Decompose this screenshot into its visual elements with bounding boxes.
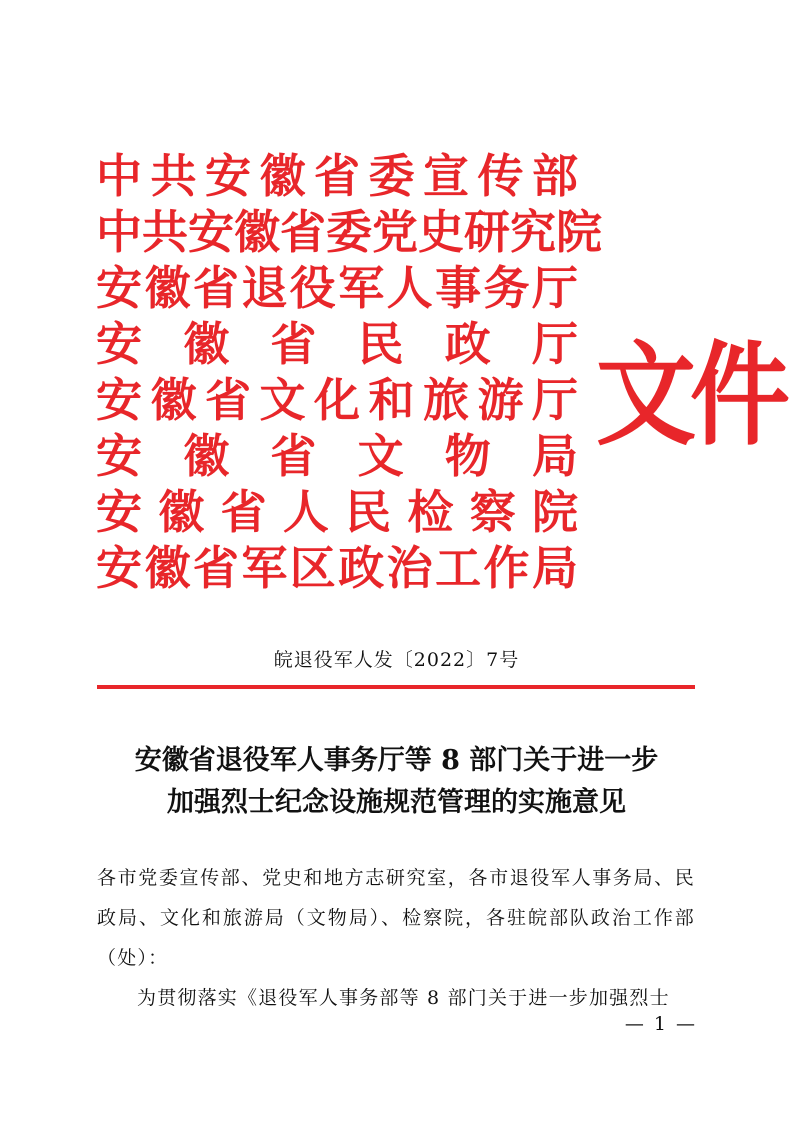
issuer-char: 安 xyxy=(96,261,142,315)
issuer-char: 事 xyxy=(435,261,482,315)
issuer-char: 中 xyxy=(96,205,142,259)
issuer-char: 政 xyxy=(444,317,491,371)
issuer-line xyxy=(96,260,578,316)
issuer-char: 民 xyxy=(345,485,392,539)
issuer-char: 务 xyxy=(483,261,530,315)
title-line-2: 加强烈士纪念设施规范管理的实施意见 xyxy=(167,787,626,818)
issuer-char: 旅 xyxy=(423,373,469,427)
issuer-line xyxy=(96,316,578,372)
issuer-char: 部 xyxy=(532,149,578,203)
issuer-char: 安 xyxy=(96,317,142,371)
issuer-char: 委 xyxy=(326,205,372,259)
issuer-char: 安 xyxy=(96,373,142,427)
issuer-char: 史 xyxy=(418,205,464,259)
issuer-char: 和 xyxy=(368,373,415,427)
issuer-char: 中 xyxy=(96,149,142,203)
issuer-line xyxy=(96,428,578,484)
issuer-line xyxy=(96,372,578,428)
issuer-char: 省 xyxy=(192,261,239,315)
issuer-char: 军 xyxy=(241,541,288,595)
issuer-char: 退 xyxy=(241,261,288,315)
title-line-1: 安徽省退役军人事务厅等 8 部门关于进一步 xyxy=(134,745,659,776)
issuer-char: 省 xyxy=(314,149,360,203)
issuer-char: 人 xyxy=(282,485,329,539)
document-type-label: 文件 xyxy=(596,328,784,461)
red-divider-line xyxy=(97,685,695,689)
issuer-char: 安 xyxy=(96,541,142,595)
issuer-char: 政 xyxy=(338,541,385,595)
document-title xyxy=(0,740,793,824)
issuer-char: 厅 xyxy=(531,317,578,371)
issuer-char: 委 xyxy=(368,149,415,203)
issuing-authorities xyxy=(96,148,602,596)
issuer-char: 局 xyxy=(531,541,578,595)
issuer-char: 工 xyxy=(435,541,482,595)
document-number: 皖退役军人发〔2022〕7号 xyxy=(273,649,520,671)
body-paragraph: 为贯彻落实《退役军人事务部等 8 部门关于进一步加强烈士 xyxy=(137,987,670,1009)
issuer-char: 研 xyxy=(464,205,510,259)
issuer-char: 徽 xyxy=(183,429,230,483)
issuer-line xyxy=(96,484,578,540)
issuer-char: 人 xyxy=(386,261,433,315)
document-body xyxy=(97,858,695,1018)
issuer-char: 检 xyxy=(407,485,454,539)
issuer-char: 安 xyxy=(96,429,142,483)
issuer-line xyxy=(96,540,578,596)
issuer-char: 省 xyxy=(280,205,326,259)
addressee-paragraph: 各市党委宣传部、党史和地方志研究室，各市退役军人事务局、民政局、文化和旅游局（文物局）、检察院，各驻皖部队政治工作部（处）： xyxy=(97,867,695,969)
issuer-char: 徽 xyxy=(259,149,306,203)
issuer-char: 省 xyxy=(205,373,251,427)
issuer-char: 局 xyxy=(531,429,578,483)
issuer-char: 共 xyxy=(150,149,197,203)
issuer-char: 安 xyxy=(188,205,234,259)
issuer-char: 安 xyxy=(96,485,142,539)
issuer-char: 军 xyxy=(338,261,385,315)
issuer-char: 区 xyxy=(289,541,336,595)
issuer-char: 徽 xyxy=(158,485,205,539)
issuer-line xyxy=(96,148,578,204)
issuer-char: 院 xyxy=(556,205,602,259)
issuer-char: 宣 xyxy=(423,149,469,203)
page-number: — 1 — xyxy=(624,1013,697,1035)
issuer-char: 役 xyxy=(289,261,336,315)
issuer-char: 徽 xyxy=(150,373,197,427)
issuer-char: 厅 xyxy=(531,261,578,315)
issuer-char: 省 xyxy=(192,541,239,595)
issuer-char: 徽 xyxy=(183,317,230,371)
issuer-line xyxy=(96,204,602,260)
issuer-char: 省 xyxy=(270,317,317,371)
issuer-char: 厅 xyxy=(532,373,578,427)
issuer-char: 治 xyxy=(386,541,433,595)
issuer-char: 文 xyxy=(357,429,404,483)
issuer-char: 省 xyxy=(220,485,267,539)
issuer-char: 徽 xyxy=(144,261,191,315)
issuer-char: 安 xyxy=(205,149,251,203)
issuer-char: 徽 xyxy=(234,205,280,259)
issuer-char: 党 xyxy=(372,205,418,259)
issuer-char: 共 xyxy=(142,205,188,259)
issuer-char: 院 xyxy=(531,485,578,539)
issuer-char: 文 xyxy=(259,373,306,427)
issuer-char: 游 xyxy=(477,373,524,427)
issuer-char: 化 xyxy=(314,373,360,427)
issuer-char: 物 xyxy=(444,429,491,483)
issuer-char: 察 xyxy=(469,485,516,539)
issuer-char: 作 xyxy=(483,541,530,595)
issuer-char: 究 xyxy=(510,205,556,259)
issuer-char: 徽 xyxy=(144,541,191,595)
issuer-char: 民 xyxy=(357,317,404,371)
issuer-char: 传 xyxy=(477,149,524,203)
issuer-char: 省 xyxy=(270,429,317,483)
